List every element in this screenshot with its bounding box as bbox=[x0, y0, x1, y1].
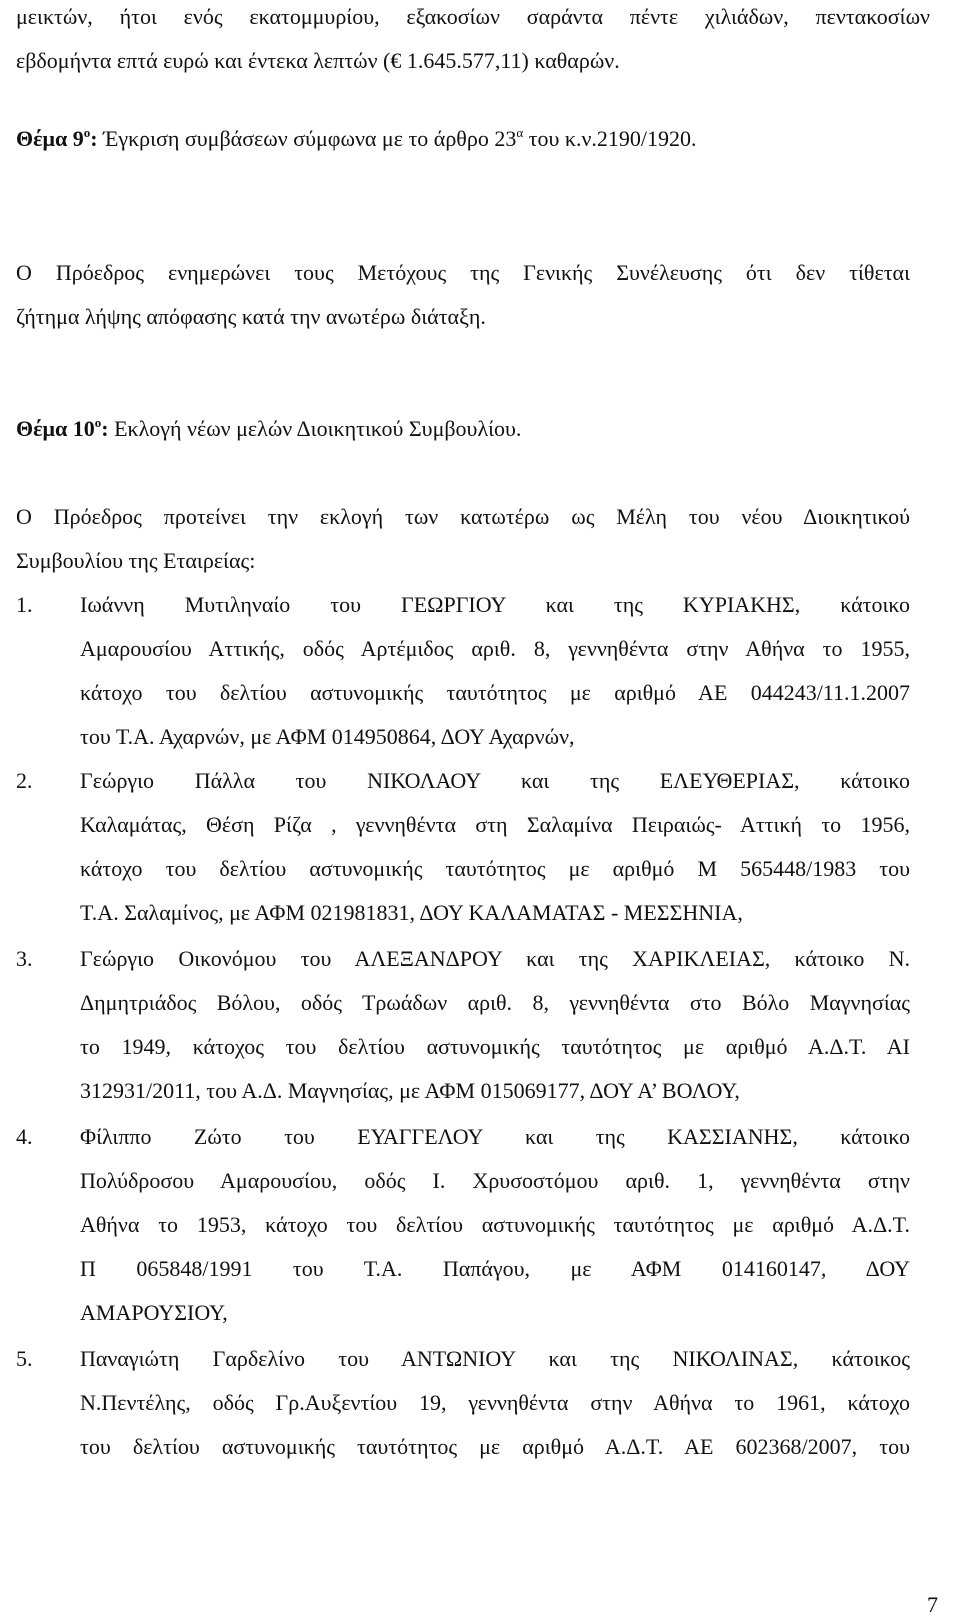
topic-10-colon: : bbox=[101, 416, 109, 441]
member-4-line-2: Πολύδροσου Αμαρουσίου, οδός Ι. Χρυσοστόμου αριθ. 1, γεννηθέντα στην bbox=[80, 1168, 910, 1193]
member-3-line-1: Γεώργιο Οικονόμου του ΑΛΕΞΑΝΔΡΟΥ και της ΧΑΡΙΚΛΕΙΑΣ, κάτοικο Ν. bbox=[80, 946, 910, 971]
topic-9-heading bbox=[16, 124, 697, 154]
topic-9-ordinal: ο bbox=[83, 125, 91, 140]
member-4-line-5: ΑΜΑΡΟΥΣΙΟΥ, bbox=[80, 1300, 228, 1325]
topic-10-ordinal: ο bbox=[94, 415, 102, 430]
topic-9-paragraph-line-1: Ο Πρόεδρος ενημερώνει τους Μετόχους της Γενικής Συνέλευσης ότι δεν τίθεται bbox=[16, 260, 910, 285]
topic-10-heading bbox=[16, 414, 521, 444]
topic-10-paragraph-line-2: Συμβουλίου της Εταιρείας: bbox=[16, 548, 256, 573]
member-5-line-3: του δελτίου αστυνομικής ταυτότητος με αριθμό Α.Δ.Τ. ΑΕ 602368/2007, του bbox=[80, 1434, 910, 1459]
topic-9-title: Έγκριση συμβάσεων σύμφωνα με το άρθρο 23 bbox=[97, 126, 517, 151]
member-5-line-2: Ν.Πεντέλης, οδός Γρ.Αυξεντίου 19, γεννηθέντα στην Αθήνα το 1961, κάτοχο bbox=[80, 1390, 910, 1415]
member-5-line-1: Παναγιώτη Γαρδελίνο του ΑΝΤΩΝΙΟΥ και της ΝΙΚΟΛΙΝΑΣ, κάτοικος bbox=[80, 1346, 910, 1371]
member-1-line-1: Ιωάννη Μυτιληναίο του ΓΕΩΡΓΙΟΥ και της ΚΥΡΙΑΚΗΣ, κάτοικο bbox=[80, 592, 910, 617]
topic-10-label: Θέμα 10 bbox=[16, 416, 95, 441]
member-3-line-3: το 1949, κάτοχος του δελτίου αστυνομικής ταυτότητος με αριθμό Α.Δ.Τ. ΑΙ bbox=[80, 1034, 910, 1059]
member-1-line-2: Αμαρουσίου Αττικής, οδός Αρτέμιδος αριθ. 8, γεννηθέντα στην Αθήνα το 1955, bbox=[80, 636, 910, 661]
member-2-line-1: Γεώργιο Πάλλα του ΝΙΚΟΛΑΟΥ και της ΕΛΕΥΘΕΡΙΑΣ, κάτοικο bbox=[80, 768, 910, 793]
member-1-number: 1. bbox=[16, 592, 33, 617]
member-5-number: 5. bbox=[16, 1346, 33, 1371]
member-4-line-4: Π 065848/1991 του Τ.Α. Παπάγου, με ΑΦΜ 014160147, ΔΟΥ bbox=[80, 1256, 910, 1281]
member-4-line-3: Αθήνα το 1953, κάτοχο του δελτίου αστυνομικής ταυτότητος με αριθμό Α.Δ.Τ. bbox=[80, 1212, 910, 1237]
member-3-line-2: Δημητριάδος Βόλου, οδός Τρωάδων αριθ. 8, γεννηθέντα στο Βόλο Μαγνησίας bbox=[80, 990, 910, 1015]
topic-9-paragraph-line-2: ζήτημα λήψης απόφασης κατά την ανωτέρω διάταξη. bbox=[16, 304, 486, 329]
topic-10-title: Εκλογή νέων μελών Διοικητικού Συμβουλίου. bbox=[108, 416, 522, 441]
member-3-number: 3. bbox=[16, 946, 33, 971]
intro-line-1: μεικτών, ήτοι ενός εκατομμυρίου, εξακοσίων σαράντα πέντε χιλιάδων, πεντακοσίων bbox=[16, 4, 930, 29]
topic-10-paragraph-line-1: Ο Πρόεδρος προτείνει την εκλογή των κατωτέρω ως Μέλη του νέου Διοικητικού bbox=[16, 504, 910, 529]
member-2-number: 2. bbox=[16, 768, 33, 793]
page-number: 7 bbox=[927, 1592, 938, 1617]
topic-9-title-end: του κ.ν.2190/1920. bbox=[523, 126, 697, 151]
intro-line-2: εβδομήντα επτά ευρώ και έντεκα λεπτών (€ 1.645.577,11) καθαρών. bbox=[16, 48, 620, 73]
member-1-line-4: του Τ.Α. Αχαρνών, με ΑΦΜ 014950864, ΔΟΥ Αχαρνών, bbox=[80, 724, 575, 749]
member-4-line-1: Φίλιππο Ζώτο του ΕΥΑΓΓΕΛΟΥ και της ΚΑΣΣΙΑΝΗΣ, κάτοικο bbox=[80, 1124, 910, 1149]
topic-9-superscript: α bbox=[516, 125, 524, 140]
member-3-line-4: 312931/2011, του Α.Δ. Μαγνησίας, με ΑΦΜ 015069177, ΔΟΥ Α’ ΒΟΛΟΥ, bbox=[80, 1078, 740, 1103]
topic-9-colon: : bbox=[90, 126, 98, 151]
member-2-line-4: Τ.Α. Σαλαμίνος, με ΑΦΜ 021981831, ΔΟΥ ΚΑΛΑΜΑΤΑΣ - ΜΕΣΣΗΝΙΑ, bbox=[80, 900, 743, 925]
member-4-number: 4. bbox=[16, 1124, 33, 1149]
member-2-line-3: κάτοχο του δελτίου αστυνομικής ταυτότητος με αριθμό Μ 565448/1983 του bbox=[80, 856, 910, 881]
member-1-line-3: κάτοχο του δελτίου αστυνομικής ταυτότητος με αριθμό ΑΕ 044243/11.1.2007 bbox=[80, 680, 910, 705]
topic-9-label: Θέμα 9 bbox=[16, 126, 84, 151]
member-2-line-2: Καλαμάτας, Θέση Ρίζα , γεννηθέντα στη Σαλαμίνα Πειραιώς- Αττική το 1956, bbox=[80, 812, 910, 837]
